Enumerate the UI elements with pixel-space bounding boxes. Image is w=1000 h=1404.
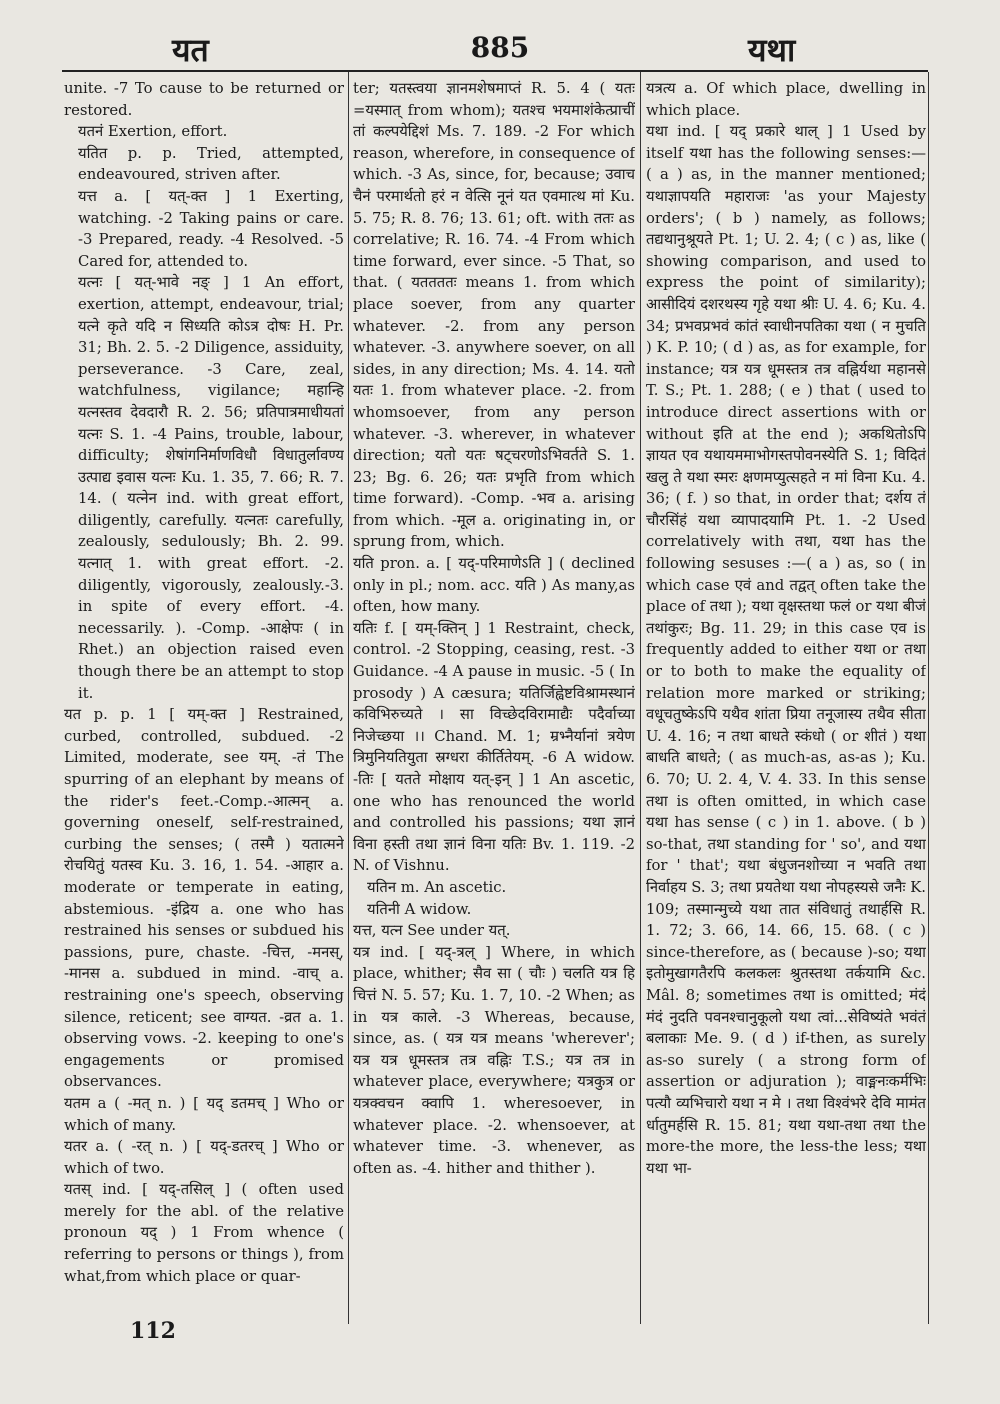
signature-mark: 112	[130, 1318, 176, 1344]
dictionary-entry: यत p. p. 1 [ यम्-क्त ] Restrained, curbed, controlled, subdued. -2 Limited, moderate, see यम्. -तं The spurring of an elephant by means of the rider's feet.-Comp.-आत्मन् a. governing oneself, self-restrained, curbing the senses; ( तस्मै ) यतात्मने रोचयितुं यतस्व Ku. 3. 16, 1. 54. -आहार a. moderate or temperate in eating, abstemious. -इंद्रिय a. one who has restrained his senses or subdued his passions, pure, chaste. -चित्त, -मनस्, -मानस a. subdued in mind. -वाच् a. restraining one's speech, observing silence, reticent; see वाग्यत. -व्रत a. 1. observing vows. -2. keeping to one's engagements or promised observances.	[64, 706, 344, 1091]
column-2	[353, 78, 635, 1324]
dictionary-entry: यतस् ind. [ यद्-तसिल् ] ( often used merely for the abl. of the relative pronoun यद् ) 1 From whence ( referring to persons or things ), from what,from which place or quar-	[64, 1181, 344, 1285]
dictionary-entry: यतित p. p. Tried, attempted, endeavoured, striven after.	[78, 144, 344, 184]
dictionary-entry: यत्त a. [ यत्-क्त ] 1 Exerting, watching. -2 Taking pains or care. -3 Prepared, ready. -4 Resolved. -5 Cared for, attended to.	[78, 187, 344, 270]
column-divider	[640, 72, 641, 1324]
dictionary-entry: यतिन m. An ascetic.	[367, 878, 507, 896]
dictionary-entry: यत्र ind. [ यद्-त्रल् ] Where, in which place, whither; सैव सा ( चौः ) चलति यत्र हि चित्तं N. 5. 57; Ku. 1. 7, 10. -2 When; as in यत्र काले. -3 Whereas, because, since, as. ( यत्र यत्र means 'wherever'; यत्र यत्र धूमस्तत्र तत्र वह्निः T.S.; यत्र तत्र in whatever place, everywhere; यत्रकुत्र or यत्रक्वचन क्वापि 1. wheresoever, in whatever place. -2. whensoever, at whatever time. -3. whenever, as often as. -4. hither and thither ).	[353, 943, 635, 1177]
column-divider	[348, 72, 349, 1324]
dictionary-entry: यत्रत्य a. Of which place, dwelling in which place.	[646, 80, 926, 119]
dictionary-entry: यथा ind. [ यद् प्रकारे थाल् ] 1 Used by itself यथा has the following senses:— ( a ) as, in the manner mentioned; यथाज्ञापयति महाराजः 'as your Majesty orders'; ( b ) namely, as follows; तद्यथानुश्रूयते Pt. 1; U. 2. 4; ( c ) as, like ( showing comparison, and used to express the point of similarity); आसीदियं दशरथस्य गृहे यथा श्रीः U. 4. 6; Ku. 4. 34; प्रभवप्रभवं कांतं स्वाधीनपतिका यथा ( न मुचति ) K. P. 10; ( d ) as, as for example, for instance; यत्र यत्र धूमस्तत्र तत्र वह्निर्यथा महानसे T. S.; Pt. 1. 288; ( e ) that ( used to introduce direct assertions with or without इति at the end ); अकथितोऽपि ज्ञायत एव यथायममाभोगस्तपोवनस्येति S. 1; विदितं खलु ते यथा स्मरः क्षणमप्युत्सहते न मां विना Ku. 4. 36; ( f. ) so that, in order that; दर्शय तं चौरसिंहं यथा व्यापादयामि Pt. 1. -2 Used correlatively with तथा, यथा has the following sesuses :—( a ) as, so ( in which case एवं and तद्वत् often take the place of तथा ); यथा वृक्षस्तथा फलं or यथा बीजं तथांकुरः; Bg. 11. 29; in this case एव is frequently added to either यथा or तथा or to both to make the equality of relation more marked or striking; वधूचतुष्केऽपि यथैव शांता प्रिया तनूजास्य तथैव सीता U. 4. 16; न तथा बाधते स्कंधो ( or शीतं ) यथा बाधति बाधते; ( as much-as, as-as ); Ku. 6. 70; U. 2. 4, V. 4. 33. In this sense तथा is often omitted, in which case यथा has sense ( c ) in 1. above. ( b ) so-that, तथा standing for ' so', and यथा for ' that'; यथा बंधुजनशोच्या न भवति तथा निर्वाहय S. 3; तथा प्रयतेथा यथा नोपहस्यसे जनैः K. 109; तस्मान्मुच्ये यथा तात संविधातुं तथार्हसि R. 1. 72; 3. 66, 14. 66, 15. 68. ( c ) since-therefore, as ( because )-so; यथा इतोमुखागतैरपि कलकलः श्रुतस्तथा तर्कयामि &c. Mâl. 8; sometimes तथा is omitted; मंदं मंदं नुदति पवनश्चानुकूलो यथा त्वां...सेविष्यंते भवंतं बलाकाः Me. 9. ( d ) if-then, as surely as-so surely ( a strong form of assertion or adjuration ); वाङ्मनःकर्मभिः पत्यौ व्यभिचारो यथा न मे । तथा विश्वंभरे देवि मामंत र्धातुमर्हसि R. 15. 81; यथा यथा-तथा तथा the more-the more, the less-the less; यथा यथा भा-	[646, 123, 926, 1177]
dictionary-entry: यतिनी A widow.	[367, 900, 472, 918]
dictionary-entry: यत्नः [ यत्-भावे नङ् ] 1 An effort, exertion, attempt, endeavour, trial; यत्ने कृते यदि न सिध्यति कोऽत्र दोषः H. Pr. 31; Bh. 2. 5. -2 Diligence, assiduity, perseverance. -3 Care, zeal, watchfulness, vigilance; महान्हि यत्नस्तव देवदारौ R. 2. 56; प्रतिपात्रमाधीयतां यत्नः S. 1. -4 Pains, trouble, labour, difficulty; शेषांगनिर्माणविधौ विधातुर्लावण्य उत्पाद्य इवास यत्नः Ku. 1. 35, 7. 66; R. 7. 14. ( यत्नेन ind. with great effort, diligently, carefully. यत्नतः carefully, zealously, sedulously; Bh. 2. 99. यत्नात् 1. with great effort. -2. diligently, vigorously, zealously.-3. in spite of every effort. -4. necessarily. ). -Comp. -आक्षेपः ( in Rhet.) an objection raised even though there be an attempt to stop it.	[78, 274, 344, 702]
dictionary-entry: ter; यतस्त्वया ज्ञानमशेषमाप्तं R. 5. 4 ( यतः =यस्मात् from whom); यतश्च भयमाशंकेत्प्राचीं तां कल्पयेद्दिशं Ms. 7. 189. -2 For which reason, wherefore, in consequence of which. -3 As, since, for, because; उवाच चैनं परमार्थतो हरं न वेत्सि नूनं यत एवमात्थ मां Ku. 5. 75; R. 8. 76; 13. 61; oft. with ततः as correlative; R. 16. 74. -4 From which time forward, ever since. -5 That, so that. ( यततततः means 1. from which place soever, from any quarter whatever. -2. from any person whatever. -3. anywhere soever, on all sides, in any direction; Ms. 4. 14. यतो यतः 1. from whatever place. -2. from whomsoever, from any person whatever. -3. wherever, in whatever direction; यतो यतः षट्चरणोऽभिवर्तते S. 1. 23; Bg. 6. 26; यतः प्रभृति from which time forward). -Comp. -भव a. arising from which. -मूल a. originating in, or sprung from, which.	[353, 80, 635, 551]
page-number: 885	[470, 31, 530, 64]
dictionary-entry: यतनं Exertion, effort.	[78, 123, 228, 141]
dictionary-entry: यति pron. a. [ यद्-परिमाणेऽति ] ( declined only in pl.; nom. acc. यति ) As many,as often, how many.	[353, 555, 635, 616]
dictionary-entry: यतम a ( -मत् n. ) [ यद् डतमच् ] Who or which of many.	[64, 1094, 344, 1134]
dictionary-entry: यत्त, यत्न See under यत्.	[353, 922, 511, 940]
dictionary-entry: यतिः f. [ यम्-क्तिन् ] 1 Restraint, check, control. -2 Stopping, ceasing, rest. -3 Guidance. -4 A pause in music. -5 ( In prosody ) A cæsura; यतिर्जिह्वेष्टविश्रामस्थानं कविभिरुच्यते । सा विच्छेदविरामाद्यैः पदैर्वाच्या निजेच्छया ।। Chand. M. 1; म्रभ्नैर्यानां त्रयेण त्रिमुनियतियुता स्रग्धरा कीर्तितेयम्. -6 A widow. -तिः [ यतते मोक्षाय यत्-इन् ] 1 An ascetic, one who has renounced the world and controlled his passions; यथा ज्ञानं विना हस्ती तथा ज्ञानं विना यतिः Bv. 1. 119. -2 N. of Vishnu.	[353, 619, 635, 875]
header-rule	[62, 70, 928, 72]
running-head-left: यत	[172, 31, 209, 69]
dictionary-entry: unite. -7 To cause to be returned or restored.	[64, 80, 344, 119]
column-3	[646, 78, 926, 1324]
running-head-right: यथा	[748, 31, 796, 69]
dictionary-entry: यतर a. ( -रत् n. ) [ यद्-डतरच् ] Who or which of two.	[64, 1138, 344, 1177]
column-divider	[928, 72, 929, 1324]
column-1	[64, 78, 344, 1324]
